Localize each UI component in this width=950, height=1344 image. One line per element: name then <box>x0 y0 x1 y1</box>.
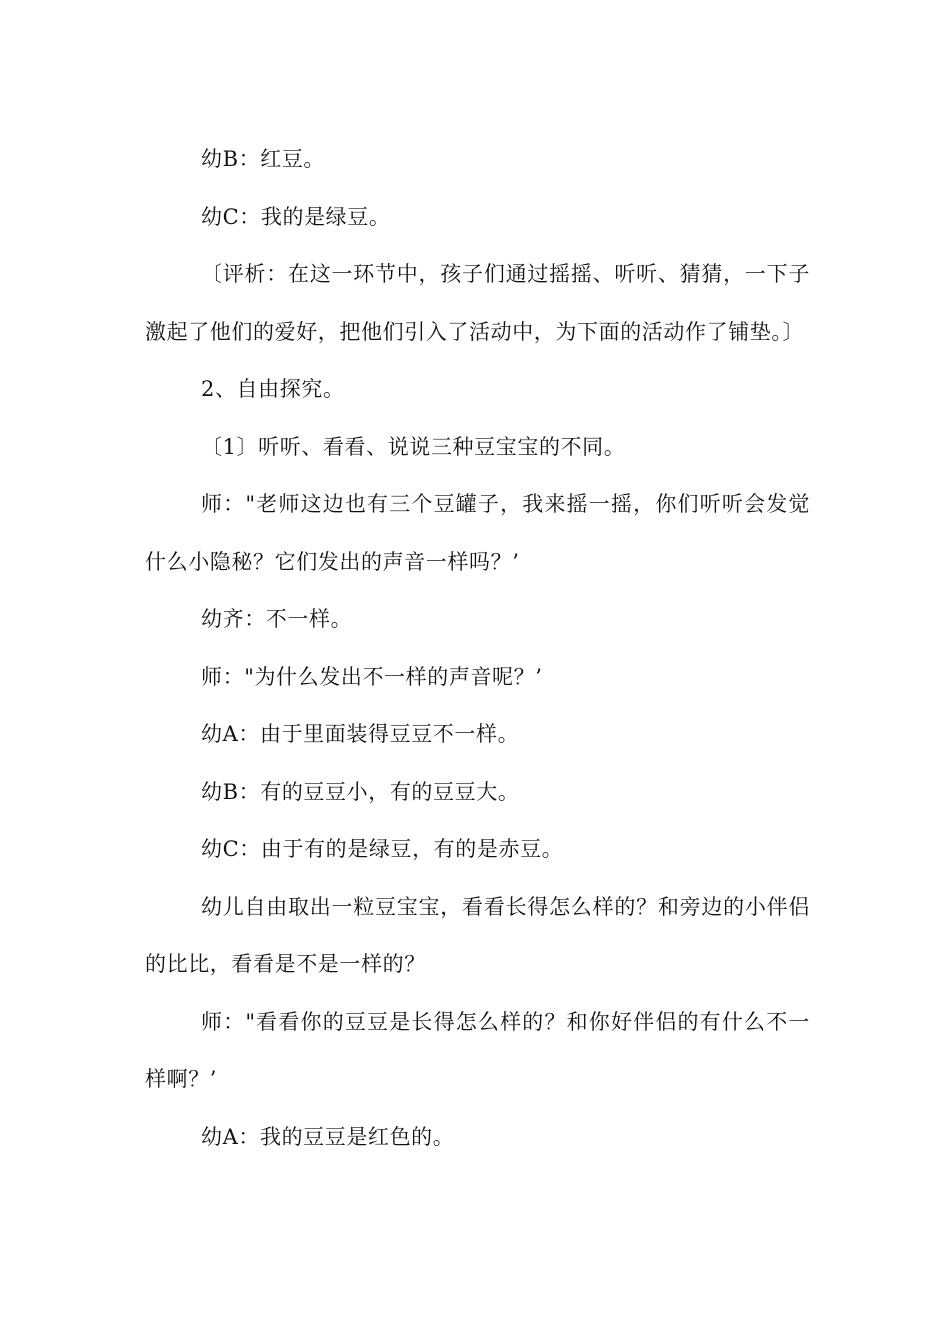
subsection-heading: 〔1〕听听、看看、说说三种豆宝宝的不同。 <box>201 434 626 459</box>
dialogue-line-child-a: 幼A：由于里面装得豆豆不一样。 <box>201 722 520 746</box>
document-body <box>145 131 810 1166</box>
dialogue-line-child-c: 幼C：由于有的是绿豆，有的是赤豆。 <box>201 837 564 861</box>
section-heading: 2、自由探究。 <box>201 377 345 401</box>
dialogue-line-child-b: 幼B：红豆。 <box>201 147 326 171</box>
dialogue-line-children-all: 幼齐：不一样。 <box>201 607 353 631</box>
dialogue-line-teacher: 师："为什么发出不一样的声音呢？’ <box>201 664 543 689</box>
commentary-paragraph: 〔评析：在这一环节中，孩子们通过摇摇、听听、猜猜，一下子激起了他们的爱好，把他们引入了活动中，为下面的活动作了铺垫。〕 <box>145 262 810 344</box>
dialogue-line-child-b: 幼B：有的豆豆小，有的豆豆大。 <box>201 779 520 804</box>
activity-paragraph: 幼儿自由取出一粒豆宝宝，看看长得怎么样的？和旁边的小伴侣的比比，看看是不是一样的？ <box>145 894 810 976</box>
dialogue-line-teacher: 师："看看你的豆豆是长得怎么样的？和你好伴侣的有什么不一样啊？’ <box>145 1009 810 1091</box>
dialogue-line-child-a: 幼A：我的豆豆是红色的。 <box>201 1124 455 1149</box>
dialogue-line-teacher: 师："老师这边也有三个豆罐子，我来摇一摇，你们听听会发觉什么小隐秘？它们发出的声音一样吗？’ <box>145 492 810 574</box>
dialogue-line-child-c: 幼C：我的是绿豆。 <box>201 204 391 229</box>
